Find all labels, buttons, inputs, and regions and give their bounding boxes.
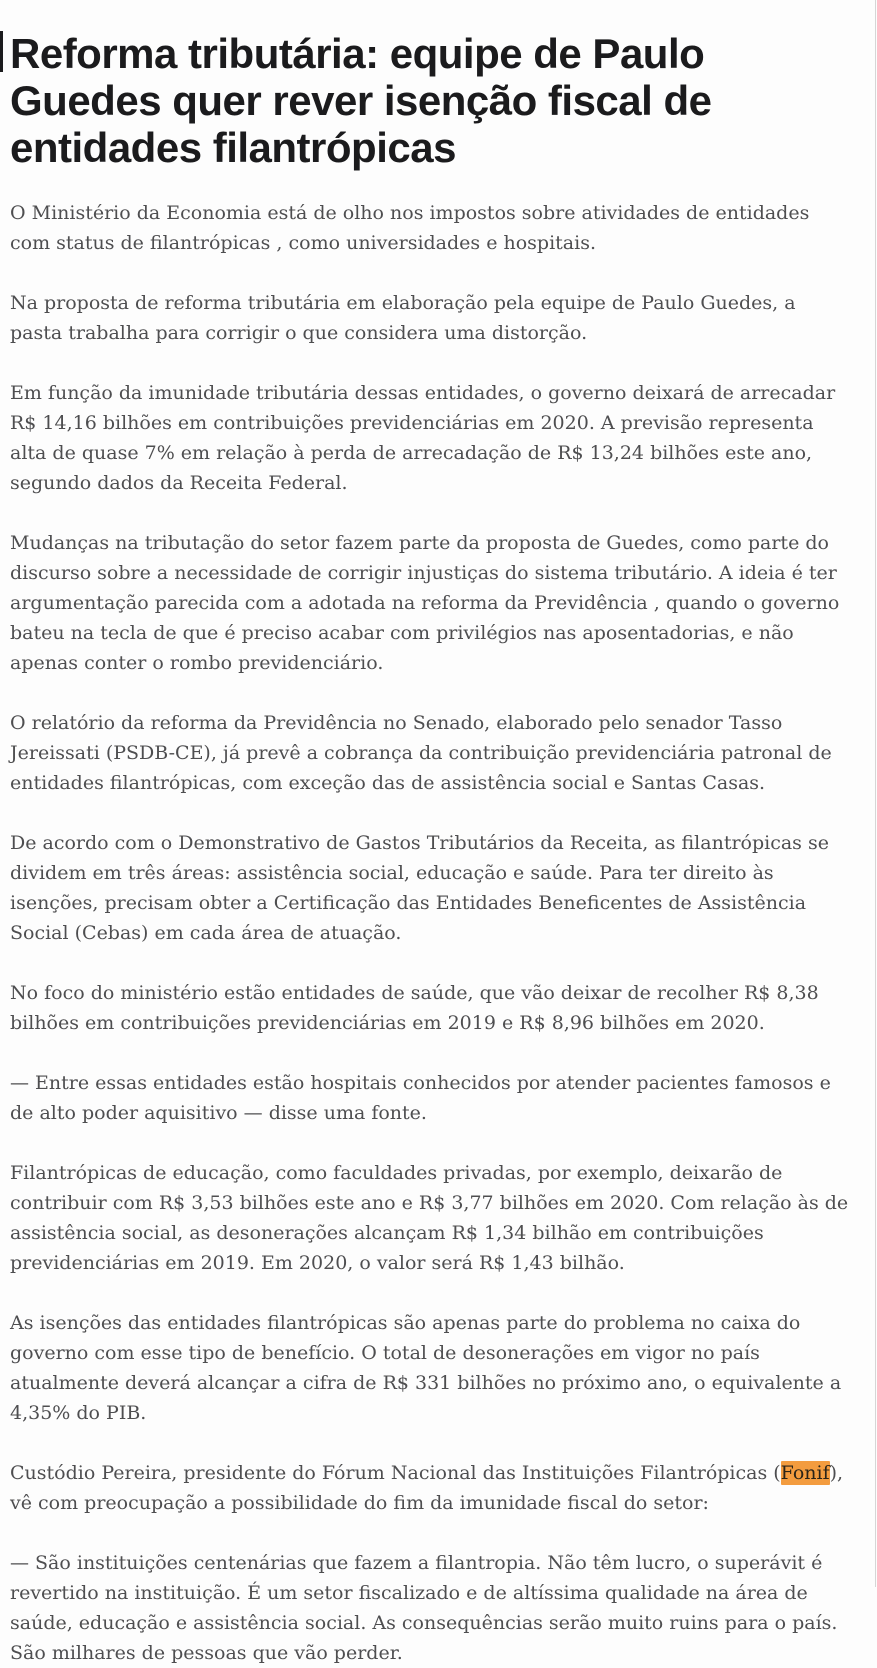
article-paragraph-with-highlight <box>10 1458 853 1518</box>
article-paragraph: No foco do ministério estão entidades de saúde, que vão deixar de recolher R$ 8,38 bilhões em contribuições previdenciárias em 2019 e R$ 8,96 bilhões em 2020. <box>10 982 819 1034</box>
article-paragraph: Na proposta de reforma tributária em elaboração pela equipe de Paulo Guedes, a pasta trabalha para corrigir o que considera uma distorção. <box>10 292 796 344</box>
article-title: Reforma tributária: equipe de Paulo Guedes quer rever isenção fiscal de entidades filantrópicas <box>10 30 712 171</box>
vertical-divider <box>875 0 876 1587</box>
article-paragraph: Em função da imunidade tributária dessas entidades, o governo deixará de arrecadar R$ 14,16 bilhões em contribuições previdenciárias em 2020. A previsão representa alta de quase 7% em relação à perda de arrecadação de R$ 13,24 bilhões este ano, segundo dados da Receita Federal. <box>10 382 836 494</box>
article-paragraph: Mudanças na tributação do setor fazem parte da proposta de Guedes, como parte do discurso sobre a necessidade de corrigir injustiças do sistema tributário. A ideia é ter argumentação parecida com a adotada na reforma da Previdência , quando o governo bateu na tecla de que é preciso acabar com privilégios nas aposentadorias, e não apenas conter o rombo previdenciário. <box>10 532 840 674</box>
find-match-highlight: Fonif <box>780 1462 830 1484</box>
paragraph-text: ), vê com preocupação a possibilidade do fim da imunidade fiscal do setor: <box>10 1462 844 1514</box>
article-paragraph: As isenções das entidades filantrópicas são apenas parte do problema no caixa do governo com esse tipo de benefício. O total de desonerações em vigor no país atualmente deverá alcançar a cifra de R$ 331 bilhões no próximo ano, o equivalente a 4,35% do PIB. <box>10 1312 842 1424</box>
article-paragraph: — São instituições centenárias que fazem a filantropia. Não têm lucro, o superávit é revertido na instituição. É um setor fiscalizado e de altíssima qualidade na área de saúde, educação e assistência social. As consequências serão muito ruins para o país. São milhares de pessoas que vão perder. <box>10 1552 838 1664</box>
paragraph-text: Custódio Pereira, presidente do Fórum Nacional das Instituições Filantrópicas ( <box>10 1462 781 1484</box>
article-paragraph: O Ministério da Economia está de olho nos impostos sobre atividades de entidades com status de filantrópicas , como universidades e hospitais. <box>10 202 810 254</box>
article-paragraph: — Entre essas entidades estão hospitais conhecidos por atender pacientes famosos e de alto poder aquisitivo — disse uma fonte. <box>10 1072 831 1124</box>
article-paragraph: De acordo com o Demonstrativo de Gastos Tributários da Receita, as filantrópicas se dividem em três áreas: assistência social, educação e saúde. Para ter direito às isenções, precisam obter a Certificação das Entidades Beneficentes de Assistência Social (Cebas) em cada área de atuação. <box>10 832 829 944</box>
article-paragraph: O relatório da reforma da Previdência no Senado, elaborado pelo senador Tasso Jereissati (PSDB-CE), já prevê a cobrança da contribuição previdenciária patronal de entidades filantrópicas, com exceção das de assistência social e Santas Casas. <box>10 712 832 794</box>
article-paragraph: Filantrópicas de educação, como faculdades privadas, por exemplo, deixarão de contribuir com R$ 3,53 bilhões este ano e R$ 3,77 bilhões em 2020. Com relação às de assistência social, as desonerações alcançam R$ 1,34 bilhão em contribuições previdenciárias em 2019. Em 2020, o valor será R$ 1,43 bilhão. <box>10 1162 849 1274</box>
